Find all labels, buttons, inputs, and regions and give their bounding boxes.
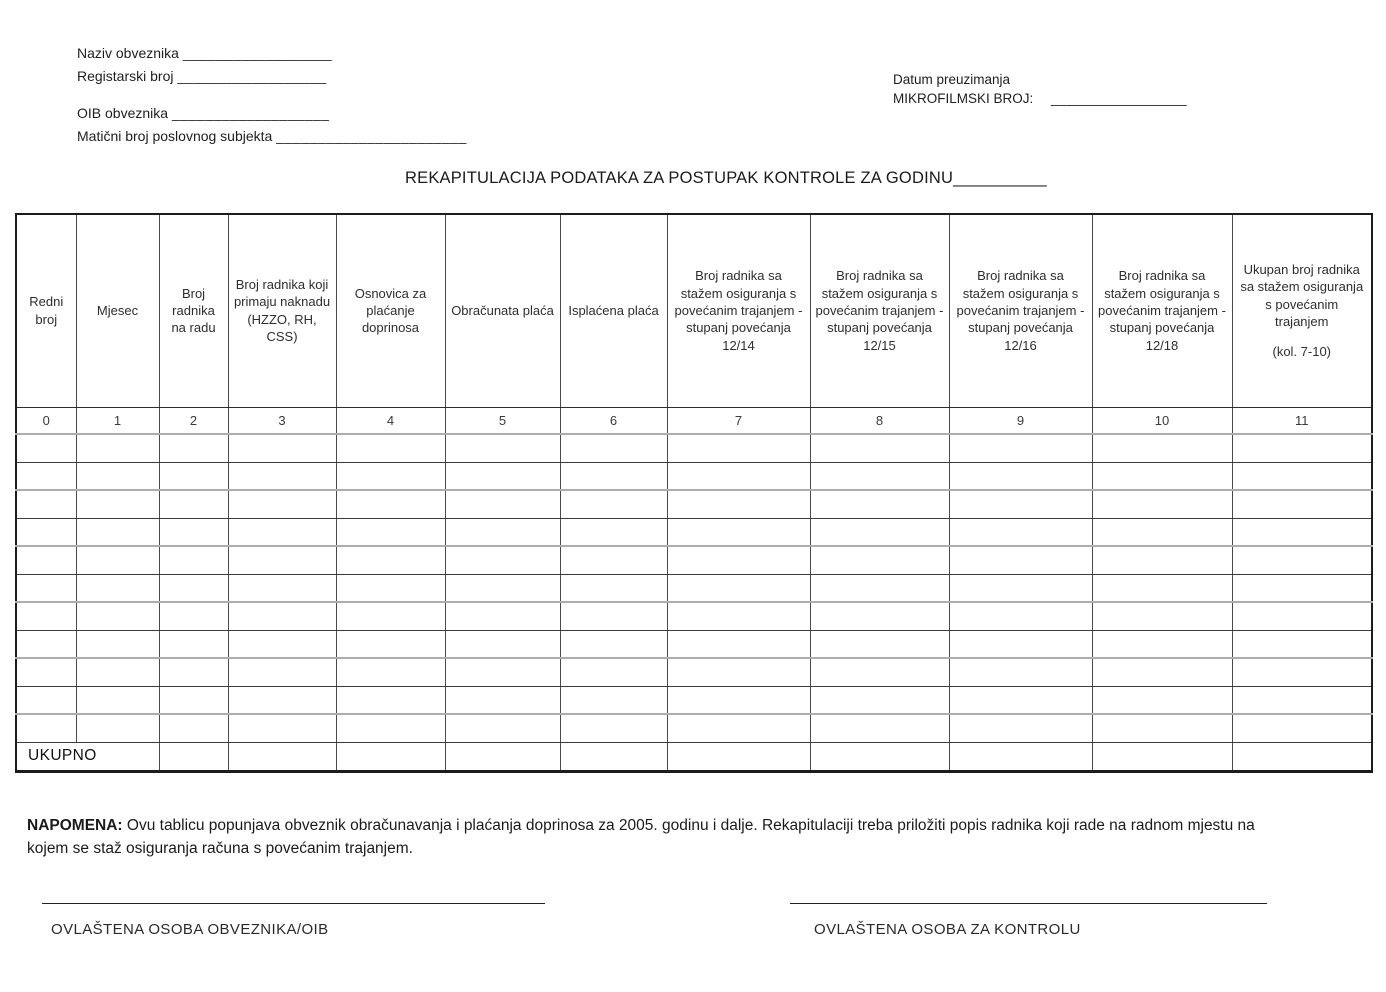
empty-cell — [1232, 574, 1372, 602]
empty-cell — [949, 490, 1092, 518]
mikrofilmski-broj-label: MIKROFILMSKI BROJ: — [893, 91, 1034, 106]
empty-cell — [1232, 518, 1372, 546]
empty-cell — [16, 518, 76, 546]
empty-cell — [949, 602, 1092, 630]
empty-cell — [76, 518, 159, 546]
empty-cell — [667, 630, 810, 658]
column-index-6: 6 — [560, 407, 667, 434]
empty-cell — [159, 490, 228, 518]
column-header-9: Broj radnika sa stažem osiguranja s povećanim trajanjem - stupanj povećanja 12/16 — [949, 214, 1092, 407]
empty-cell — [16, 686, 76, 714]
empty-cell — [16, 574, 76, 602]
empty-cell — [336, 602, 445, 630]
empty-cell — [445, 686, 560, 714]
empty-cell — [949, 518, 1092, 546]
empty-cell — [445, 602, 560, 630]
empty-cell — [1092, 490, 1232, 518]
empty-cell — [667, 574, 810, 602]
signature-line-obveznik — [42, 903, 545, 904]
empty-cell — [1232, 630, 1372, 658]
field-registarski-broj — [77, 65, 467, 88]
column-index-2: 2 — [159, 407, 228, 434]
table-row-5 — [16, 546, 1372, 574]
empty-cell — [949, 658, 1092, 686]
column-index-3: 3 — [228, 407, 336, 434]
empty-cell — [1092, 546, 1232, 574]
empty-cell — [76, 574, 159, 602]
field-naziv-obveznika — [77, 42, 467, 65]
empty-cell — [1092, 686, 1232, 714]
empty-cell — [949, 546, 1092, 574]
empty-cell — [336, 630, 445, 658]
empty-cell — [560, 546, 667, 574]
empty-cell — [1232, 546, 1372, 574]
empty-cell — [16, 490, 76, 518]
mikrofilmski-broj-blank-line: _________________ — [1051, 91, 1188, 106]
empty-cell — [76, 686, 159, 714]
empty-cell — [560, 462, 667, 490]
total-empty-cell — [560, 742, 667, 771]
empty-cell — [336, 434, 445, 462]
table-row-6 — [16, 574, 1372, 602]
empty-cell — [76, 658, 159, 686]
empty-cell — [228, 574, 336, 602]
empty-cell — [76, 546, 159, 574]
empty-cell — [445, 434, 560, 462]
signature-label-obveznik: OVLAŠTENA OSOBA OBVEZNIKA/OIB — [51, 921, 329, 938]
column-header-10: Broj radnika sa stažem osiguranja s povećanim trajanjem - stupanj povećanja 12/18 — [1092, 214, 1232, 407]
empty-cell — [1232, 602, 1372, 630]
empty-cell — [667, 518, 810, 546]
column-header-7: Broj radnika sa stažem osiguranja s povećanim trajanjem - stupanj povećanja 12/14 — [667, 214, 810, 407]
table-row-7 — [16, 602, 1372, 630]
note — [27, 814, 1297, 860]
empty-cell — [810, 686, 949, 714]
empty-cell — [667, 714, 810, 742]
empty-cell — [1232, 434, 1372, 462]
table-row-8 — [16, 630, 1372, 658]
table-row-4 — [16, 518, 1372, 546]
empty-cell — [159, 714, 228, 742]
total-empty-cell — [949, 742, 1092, 771]
empty-cell — [159, 518, 228, 546]
empty-cell — [445, 714, 560, 742]
empty-cell — [560, 630, 667, 658]
signature-line-kontrola — [790, 903, 1267, 904]
empty-cell — [228, 546, 336, 574]
naziv-obveznika-label: Naziv obveznika — [77, 45, 179, 61]
empty-cell — [560, 714, 667, 742]
empty-cell — [228, 490, 336, 518]
empty-cell — [336, 518, 445, 546]
empty-cell — [228, 434, 336, 462]
empty-cell — [560, 490, 667, 518]
empty-cell — [1232, 462, 1372, 490]
column-index-5: 5 — [445, 407, 560, 434]
empty-cell — [667, 686, 810, 714]
empty-cell — [1092, 630, 1232, 658]
pickup-block — [893, 70, 1187, 108]
registarski-broj-blank-line: __________________ — [177, 68, 327, 84]
empty-cell — [159, 602, 228, 630]
empty-cell — [159, 630, 228, 658]
empty-cell — [76, 714, 159, 742]
total-empty-cell — [1232, 742, 1372, 771]
empty-cell — [949, 686, 1092, 714]
empty-cell — [1232, 658, 1372, 686]
note-text: Ovu tablicu popunjava obveznik obračunavanja i plaćanja doprinosa za 2005. godinu i dalje. Rekapitulaciji treba priložiti popis radnika koji rade na radnom mjestu na kojem se staž osiguranja računa s povećanim trajanjem. — [27, 817, 1255, 857]
empty-cell — [810, 658, 949, 686]
table-wrap — [15, 213, 1373, 773]
empty-cell — [810, 630, 949, 658]
empty-cell — [667, 546, 810, 574]
empty-cell — [336, 490, 445, 518]
total-empty-cell — [667, 742, 810, 771]
empty-cell — [1092, 574, 1232, 602]
empty-cell — [810, 518, 949, 546]
empty-cell — [159, 686, 228, 714]
total-row — [16, 742, 1372, 771]
oib-obveznika-blank-line: ___________________ — [171, 105, 330, 121]
empty-cell — [560, 602, 667, 630]
field-maticni-broj — [77, 125, 467, 148]
column-header-5: Obračunata plaća — [445, 214, 560, 407]
empty-cell — [560, 518, 667, 546]
empty-cell — [445, 518, 560, 546]
column-index-7: 7 — [667, 407, 810, 434]
column-index-1: 1 — [76, 407, 159, 434]
recap-table — [15, 213, 1373, 773]
naziv-obveznika-blank-line: __________________ — [182, 45, 332, 61]
empty-cell — [810, 574, 949, 602]
column-index-10: 10 — [1092, 407, 1232, 434]
empty-cell — [228, 518, 336, 546]
maticni-broj-blank-line: _______________________ — [276, 128, 467, 144]
mikrofilmski-broj-row — [893, 89, 1187, 108]
column-header-3: Broj radnika koji primaju naknadu (HZZO, RH, CSS) — [228, 214, 336, 407]
column-header-6: Isplaćena plaća — [560, 214, 667, 407]
total-empty-cell — [1092, 742, 1232, 771]
empty-cell — [228, 602, 336, 630]
empty-cell — [76, 434, 159, 462]
empty-cell — [16, 602, 76, 630]
empty-cell — [16, 462, 76, 490]
column-index-4: 4 — [336, 407, 445, 434]
note-label: NAPOMENA: — [27, 817, 123, 834]
empty-cell — [76, 602, 159, 630]
table-row-10 — [16, 686, 1372, 714]
total-empty-cell — [810, 742, 949, 771]
column-subheader-11: (kol. 7-10) — [1272, 344, 1332, 360]
empty-cell — [16, 714, 76, 742]
empty-cell — [810, 434, 949, 462]
empty-cell — [1092, 658, 1232, 686]
empty-cell — [810, 462, 949, 490]
empty-cell — [810, 602, 949, 630]
empty-cell — [228, 630, 336, 658]
empty-cell — [560, 686, 667, 714]
total-empty-cell — [445, 742, 560, 771]
empty-cell — [228, 462, 336, 490]
table-row-1 — [16, 434, 1372, 462]
empty-cell — [159, 462, 228, 490]
empty-cell — [445, 462, 560, 490]
empty-cell — [810, 490, 949, 518]
empty-cell — [336, 686, 445, 714]
empty-cell — [445, 490, 560, 518]
column-header-2: Broj radnika na radu — [159, 214, 228, 407]
empty-cell — [16, 658, 76, 686]
empty-cell — [1092, 714, 1232, 742]
empty-cell — [159, 434, 228, 462]
empty-cell — [159, 546, 228, 574]
empty-cell — [159, 658, 228, 686]
datum-preuzimanja-label: Datum preuzimanja — [893, 72, 1011, 87]
table-row-3 — [16, 490, 1372, 518]
empty-cell — [228, 714, 336, 742]
empty-cell — [445, 546, 560, 574]
empty-cell — [76, 490, 159, 518]
empty-cell — [445, 630, 560, 658]
column-index-8: 8 — [810, 407, 949, 434]
empty-cell — [810, 546, 949, 574]
empty-cell — [667, 462, 810, 490]
field-oib-obveznika — [77, 102, 467, 125]
maticni-broj-label: Matični broj poslovnog subjekta — [77, 128, 273, 144]
oib-obveznika-label: OIB obveznika — [77, 105, 169, 121]
column-index-0: 0 — [16, 407, 76, 434]
empty-cell — [16, 630, 76, 658]
empty-cell — [76, 630, 159, 658]
empty-cell — [667, 434, 810, 462]
empty-cell — [336, 574, 445, 602]
empty-cell — [228, 686, 336, 714]
registarski-broj-label: Registarski broj — [77, 68, 174, 84]
empty-cell — [76, 462, 159, 490]
empty-cell — [949, 462, 1092, 490]
empty-cell — [667, 602, 810, 630]
empty-cell — [1232, 686, 1372, 714]
total-empty-cell — [228, 742, 336, 771]
empty-cell — [1092, 434, 1232, 462]
empty-cell — [159, 574, 228, 602]
empty-cell — [1092, 462, 1232, 490]
empty-cell — [1232, 490, 1372, 518]
column-index-11: 11 — [1232, 407, 1372, 434]
empty-cell — [336, 462, 445, 490]
empty-cell — [949, 714, 1092, 742]
empty-cell — [949, 434, 1092, 462]
empty-cell — [560, 434, 667, 462]
table-row-9 — [16, 658, 1372, 686]
empty-cell — [1092, 602, 1232, 630]
empty-cell — [16, 434, 76, 462]
empty-cell — [336, 658, 445, 686]
table-row-11 — [16, 714, 1372, 742]
empty-cell — [336, 714, 445, 742]
empty-cell — [560, 658, 667, 686]
column-header-0: Redni broj — [16, 214, 76, 407]
empty-cell — [336, 546, 445, 574]
empty-cell — [949, 574, 1092, 602]
column-header-1: Mjesec — [76, 214, 159, 407]
form-title: REKAPITULACIJA PODATAKA ZA POSTUPAK KONTROLE ZA GODINU__________ — [405, 169, 1047, 187]
identification-fields — [77, 42, 467, 148]
empty-cell — [949, 630, 1092, 658]
empty-cell — [1232, 714, 1372, 742]
empty-cell — [667, 490, 810, 518]
column-header-4: Osnovica za plaćanje doprinosa — [336, 214, 445, 407]
empty-cell — [16, 546, 76, 574]
total-label: UKUPNO — [16, 742, 159, 771]
column-header-11: Ukupan broj radnika sa stažem osiguranja s povećanim trajanjem (kol. 7-10) — [1232, 214, 1372, 407]
empty-cell — [810, 714, 949, 742]
total-empty-cell — [336, 742, 445, 771]
signature-label-kontrola: OVLAŠTENA OSOBA ZA KONTROLU — [814, 921, 1081, 938]
column-index-9: 9 — [949, 407, 1092, 434]
empty-cell — [1092, 518, 1232, 546]
empty-cell — [445, 658, 560, 686]
column-header-8: Broj radnika sa stažem osiguranja s povećanim trajanjem - stupanj povećanja 12/15 — [810, 214, 949, 407]
total-empty-cell — [159, 742, 228, 771]
empty-cell — [228, 658, 336, 686]
empty-cell — [667, 658, 810, 686]
empty-cell — [560, 574, 667, 602]
empty-cell — [445, 574, 560, 602]
table-row-2 — [16, 462, 1372, 490]
